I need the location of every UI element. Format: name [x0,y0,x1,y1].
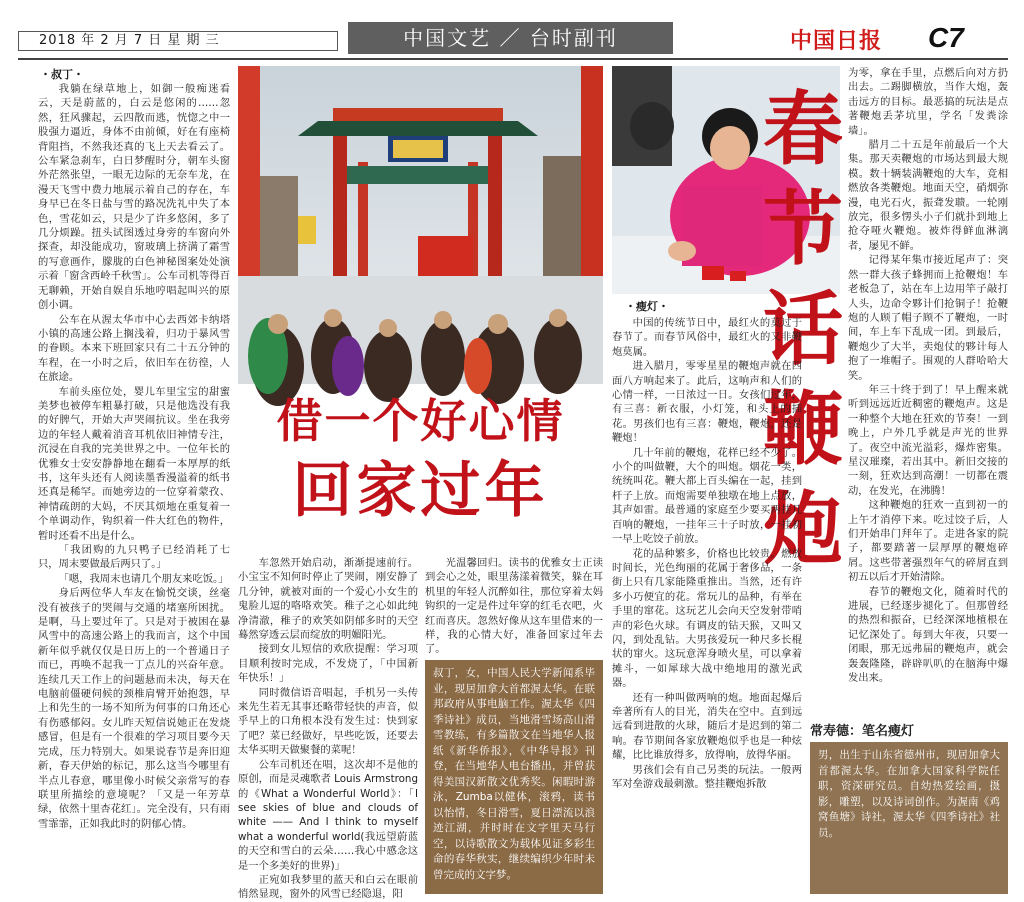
paragraph: 公车在从渥太华市中心去西郊卡纳塔小镇的高速公路上搁浅着，归功于暴风雪的眷顾。本来下班回家只有二十五分钟的车程，在一小时之后，依旧车在彷徨，人在旅途。 [38,313,230,384]
headline-line-2: 回家过年 [292,456,549,526]
newspaper-logo: 中国日报 [790,28,883,54]
bio-text: 男，出生于山东省德州市，现居加拿大首都渥太华。在加拿大国家科学院任职，资深研究员。自幼热爱绘画，摄影，雕塑，以及诗词创作。为渥南《鸡窝鱼塘》诗社，渥太华《四季诗社》社员。 [818,749,1000,839]
paragraph: 中国的传统节日中，最红火的莫过于春节了。而春节风俗中，最红火的又非鞭炮莫属。 [612,317,802,358]
headline-char: 炮 [763,483,843,576]
paragraph: 为零，拿在手里，点燃后向对方扔出去。二踢脚横放，当作大炮，轰击远方的目标。最恶搞的玩法是点著鞭炮丢茅坑里，学名「发粪涂墙」。 [848,67,1008,137]
headline-char: 节 [763,183,843,276]
paragraph: 公车司机还在唱，这次却不是他的原创，而是灵魂歌者 Louis Armstrong 的《What a Wonderful World》：「I see skies of blue and clouds of white —— And I think to myself what a wonderful world(我远望蔚蓝的天空和雪白的云朵……我心中感念这是一个多美好的世界)」 [238,758,418,872]
paragraph: 我躺在绿草地上，如御一般痴迷看云，天是蔚蓝的，白云是悠闲的……忽然，狂风骤起，云四散而逃，恍惚之中一股强力逼近，身体不由前倾，好在有座椅背阻挡，不然我还真的飞上天去看云了。公车紧急刹车，白日梦醒时分，朝车头窗外茫然张望，一眼无边际的无奈车龙，在漫天飞雪中费力地展示着自己的存在，车身早已在冬日盐与雪的路况洗礼中失了本色，雪花如云，只是少了许多悠闲，多了几分烦躁。扭头试图透过身旁的车窗向外探查，却没能成功，窗玻璃上挤满了霜雪的写意画作，朦胧的白色神秘图案处处演示着「窗含西岭千秋雪」。公车司机等得百无聊赖，开始自娱自乐地哼唱起叫兴的原创小调。 [38,83,230,312]
paragraph: 身后两位华人车友在愉悦交谈，丝毫没有被孩子的哭闹与交通的堵塞所困扰。是啊，马上要过年了。只是对于被困在暴风雪中的高速公路上的我而言，这个中国新年似乎就仅仅是日历上的一个普通日子而已，再唤不起我一丁点儿的兴奋年意。连续几天工作上的问题悬而未决，每天在电脑前僵硬伺候的颈椎肩臂开始抱怨，早上和先生的一场不知所为何事的口角还心有伤感郁闷。女儿昨天短信说她正在发烧感冒，但是有一个很难的学习项目要今天完成，压力特别大。如果说春节是奔旧迎新，春天伊始的标记，那么这当今哪里有半点儿春意，哪里像小时候父亲常写的春联里所描绘的意境呢？「又是一年芳草绿，依然十里杏花红」。完全没有，只有雨雪霏霏，正如我此时的阴郁心情。 [38,587,230,830]
paragraph: 光温馨回归。读书的优雅女士正读到会心之处，眼里荡漾着微笑，躲在耳机里的年轻人沉醉如往，那位穿着太妈钩织的一定是件过年穿的红毛衣吧，火红而喜庆。忽然好像从这车里借来的一样，我的心情大好，准备回家过年去了。 [425,557,603,656]
bio-text: 叔丁，女，中国人民大学新闻系毕业，现居加拿大首都渥太华。在联邦政府从事电脑工作。渥太华《四季诗社》成员，当地滑雪场高山滑雪教练，有多篇散文在当地华人报纸《新华侨报》，《中华导报》刊登，在当地华人电台播出，并曾获得美国汉新散文优秀奖。闲暇时游泳，Zumba以健体，滚鸦，读书以怡情，冬日滑雪，夏日漂流以浪迹江湖，并时时在文字里天马行空，以诗歌散文为载体见证多彩生命的春华秋实，继续编织少年时未曾完成的文字梦。 [433,667,595,881]
paragraph: 接到女儿短信的欢欣提醒：学习项目顺利按时完成，不发烧了，「中国新年快乐！」 [238,643,418,685]
author2-bio-box [810,742,1008,894]
article2-column-2 [848,66,1008,714]
header-divider [18,58,1008,60]
paragraph: 「嗯，我周末也请几个朋友来吃饭。」 [58,572,229,585]
paragraph: 正宛如我梦里的蓝天和白云在眼前悄然显现，窗外的风雪已经隐退，阳 [238,873,418,901]
article1-column-1 [38,82,230,894]
article2-column-1 [612,316,802,894]
paragraph: 还有一种叫做两响的炮。地面起爆后牵著所有人的目光，消失在空中。直到远远看到进散的火球，随后才是迟到的第二响。春节期间各家放鞭炮似乎也是一种炫耀，比比谁放得多，放得响，放得华丽。 [612,691,802,762]
headline-char: 鞭 [763,383,843,476]
article1-column-3 [425,556,603,656]
page-header [0,0,1024,60]
article1-column-2 [238,556,418,901]
paragraph: 记得某年集市接近尾声了：突然一群大孩子蜂拥而上抢鞭炮！车老板急了，站在车上边用竿子敲打人头，边命令夥计们抢铜子！抢鞭炮的人顾了帽子顾不了鞭炮，一时间，车上车下乱成一团。到最后，鞭炮少了大半，卖炮仗的夥计每人抱了一堆帽子。围观的人群哈哈大笑。 [848,254,1008,382]
paragraph: 进入腊月，零零星星的鞭炮声就在四面八方响起来了。此后，这响声和人们的心情一样，一日浓过一日。女孩们过年，有三喜：新衣服，小灯笼，和头上的插花。男孩们也有三喜：鞭炮，鞭炮，还是鞭炮！ [612,360,802,445]
author-bio-box [425,660,603,894]
article2-byline: ・瘦灯・ [625,300,669,313]
paragraph: 腊月二十五是年前最后一个大集。那天卖鞭炮的市场达到最大规模。数十辆装满鞭炮的大车，竞相燃放各类鞭炮。地面天空，硝烟弥漫，电光石火，振聋发聩。一轮刚放完，很多愣头小子们就扑到地上抢夺哑火鞭炮。被炸得鲜血淋漓者，屡见不鲜。 [848,139,1008,252]
headline-char: 春 [763,83,843,176]
paragraph: 「我团购的九只鸭子已经消耗了七只，周末要做最后两只了。」 [38,544,230,571]
chinatown-gate-photo [238,66,603,384]
paragraph: 春节的鞭炮文化，随着时代的进展，已经逐步褪化了。但那曾经的热烈和振奋，已经深深地植根在记忆深处了。每到大年夜，只要一闭眼，那无远弗届的鞭炮声，就会轰轰隆隆，辟辟叭叭的在脑海中爆发出来。 [848,585,1008,685]
author2-bio-title: 常寿德：笔名瘦灯 [810,724,915,739]
article1-headline [238,390,603,545]
paragraph: 车忽然开始启动，渐渐提速前行。小宝宝不知何时停止了哭闹，刚安静了几分钟，就被对面的一个爱心小女生的鬼脸儿逗的咯咯欢笑。稚子之心如此纯净清澈，稚子的欢笑如阴郁多时的天空蓦然穿透云层而绽放的明媚阳光。 [238,557,418,642]
article1-byline: ・叔丁・ [40,68,84,81]
issue-date: 2018 年 2 月 7 日 星 期 三 [18,31,338,51]
headline-char: 话 [763,283,843,376]
paragraph: 车前头座位处，婴儿车里宝宝的甜蜜美梦也被停车粗暴打破，只是他选没有我的好脾气，开始大声哭闹抗议。坐在我旁边的年轻人戴着消音耳机依旧神情专注，沉浸在自我的完美世界之中。一位年长的优雅女士安安静静地在翻看一本厚厚的纸书，这年头还有人阅读墨香漫溢着的纸书还真是稀罕。而她旁边的一位穿着蒙孜、神情疏朗的大妈，不厌其烦地在重复着一个单调动作，钩织着一件大红色的物件，暂时还看不出是什么。 [38,385,230,542]
section-banner: 中国文艺 ／ 台时副刊 [348,22,673,54]
page-number: C7 [928,22,964,53]
paragraph: 几十年前的鞭炮，花样已经不少了。小个的叫做鞭，大个的叫炮。烟花一类，统统叫花。鞭大都上百头编在一起，挂到杆子上放。而炮需要单独墩在地上点放，其声如雷。最普通的家庭至少要买两挂几百响的鞭炮，一挂年三十子时放，一挂初一早上吃饺子前放。 [612,446,802,546]
headline-line-1: 借一个好心情 [276,394,565,448]
paragraph: 这种鞭炮的狂欢一直到初一的上午才消停下来。吃过饺子后，人们开始串门拜年了。走进各家的院子，都要踏著一层厚厚的鞭炮碎屑。这些带著强烈年气的碎屑直到初五以后才开始清除。 [848,499,1008,584]
paragraph: 年三十终于到了！早上醒来就听到远远近近稠密的鞭炮声。这是一种整个大地在狂欢的节奏！一到晚上，户外几乎就是声光的世界了。夜空中流光溢彩，爆炸密集。星汉璀璨，若出其中。新旧交接的一刻，狂欢达到高潮！一切都在震动，在发光，在沸腾！ [848,383,1008,497]
paragraph: 花的品种繁多，价格也比较贵。燃放时间长，光色绚丽的花属于奢侈品，一条街上只有几家能隆重推出。当然，还有许多小巧便宜的花。常玩儿的品种，有举在手里的窜花。这玩艺儿会向天空发射带哨声的彩色火球。有调皮的钻天猴，又叫又闪，到处乱钻。大男孩爱玩一种尺多长棍状的窜火。这玩意浑身喷火星，可以拿着摊斗，一如犀球大战中绝地用的激光武器。 [612,547,802,690]
paragraph: 同时微信语音唱起，手机另一头传来先生若无其事还略带轻快的声音，似乎早上的口角根本没有发生过：快到家了吧？菜已经做好，早些吃饭，还要去太华买明天做聚餐的菜呢！ [238,686,418,757]
paragraph: 男孩们会有自己另类的玩法。一般两军对垒游戏最刺激。整挂鞭炮拆散 [612,763,802,790]
